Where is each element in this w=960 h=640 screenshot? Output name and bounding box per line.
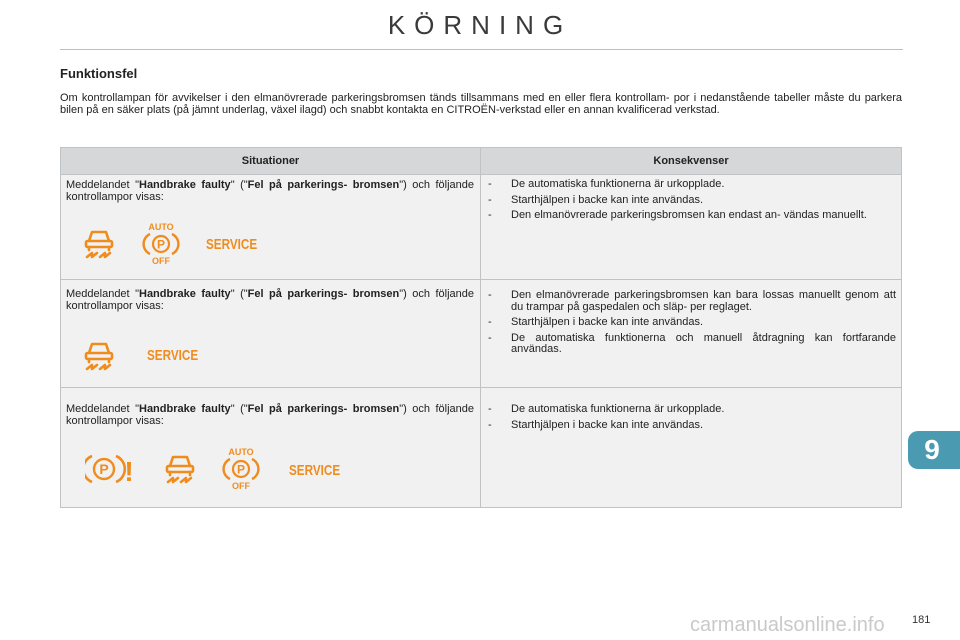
row-divider [61,279,901,280]
intro-paragraph: Om kontrollampan för avvikelser i den elmanövrerade parkeringsbromsen tänds tillsammans med en eller flera kontrollam- por i nedanstående tabeller måste du parkera bilen på en säker plats (på jämnt underlag, växel ilagd) och snabbt kontakta en CITROËN-verkstad eller en annan kvalificerad verkstad. [60,92,902,116]
list-item: - Den elmanövrerade parkeringsbromsen kan endast an- vändas manuellt. [488,209,867,221]
p-label: P [156,237,166,252]
chapter-number: 9 [924,434,940,465]
column-header-situations: Situationer [241,155,300,167]
auto-p-off-icon [221,446,261,495]
list-item: - Den elmanövrerade parkeringsbromsen kan bara lossas manuellt genom att du trampar på gaspedalen och släp- per reglaget. [488,289,896,313]
off-label: OFF [232,481,250,490]
situation-text: Meddelandet "Handbrake faulty" ("Fel på parkerings- bromsen") och följande kontrollampor visas: [66,288,475,312]
list-item: - Starthjälpen i backe kan inte användas. [488,418,704,431]
p-label: P [236,462,246,477]
column-header-consequences: Konsekvenser [653,155,729,167]
fault-table [60,147,902,508]
exclamation-mark: ! [124,456,134,486]
column-divider [480,148,481,507]
p-label: P [99,461,109,477]
consequence-list [488,404,896,435]
auto-p-off-icon [141,221,181,270]
consequence-list [488,179,896,226]
auto-label: AUTO [228,447,254,457]
brake-fault-icon [162,450,198,491]
parking-brake-warning-icon [85,452,137,491]
watermark: carmanualsonline.info [690,614,885,636]
table-header [61,148,901,175]
list-item: - Starthjälpen i backe kan inte användas. [488,193,704,206]
brake-fault-icon [81,337,117,378]
section-title: Funktionsfel [60,66,138,81]
list-item: - De automatiska funktionerna är urkopplade. [488,178,725,190]
brake-fault-icon [81,225,117,266]
service-icon: SERVICE [289,462,341,479]
off-label: OFF [152,256,170,265]
auto-label: AUTO [148,222,174,232]
service-icon: SERVICE [206,236,258,253]
situation-text: Meddelandet "Handbrake faulty" ("Fel på parkerings- bromsen") och följande kontrollampor visas: [66,179,475,203]
situation-text: Meddelandet "Handbrake faulty" ("Fel på parkerings- bromsen") och följande kontrollampor visas: [66,403,475,427]
service-icon: SERVICE [147,347,199,364]
list-item: - De automatiska funktionerna är urkopplade. [488,403,725,415]
list-item: - Starthjälpen i backe kan inte användas. [488,316,704,328]
row-divider [61,387,901,388]
list-item: - De automatiska funktionerna och manuell åtdragning kan fortfarande användas. [488,331,896,355]
header-divider [60,49,903,50]
page-header-title: KÖRNING [387,10,573,40]
page-number: 181 [912,614,931,626]
consequence-list [488,290,896,360]
